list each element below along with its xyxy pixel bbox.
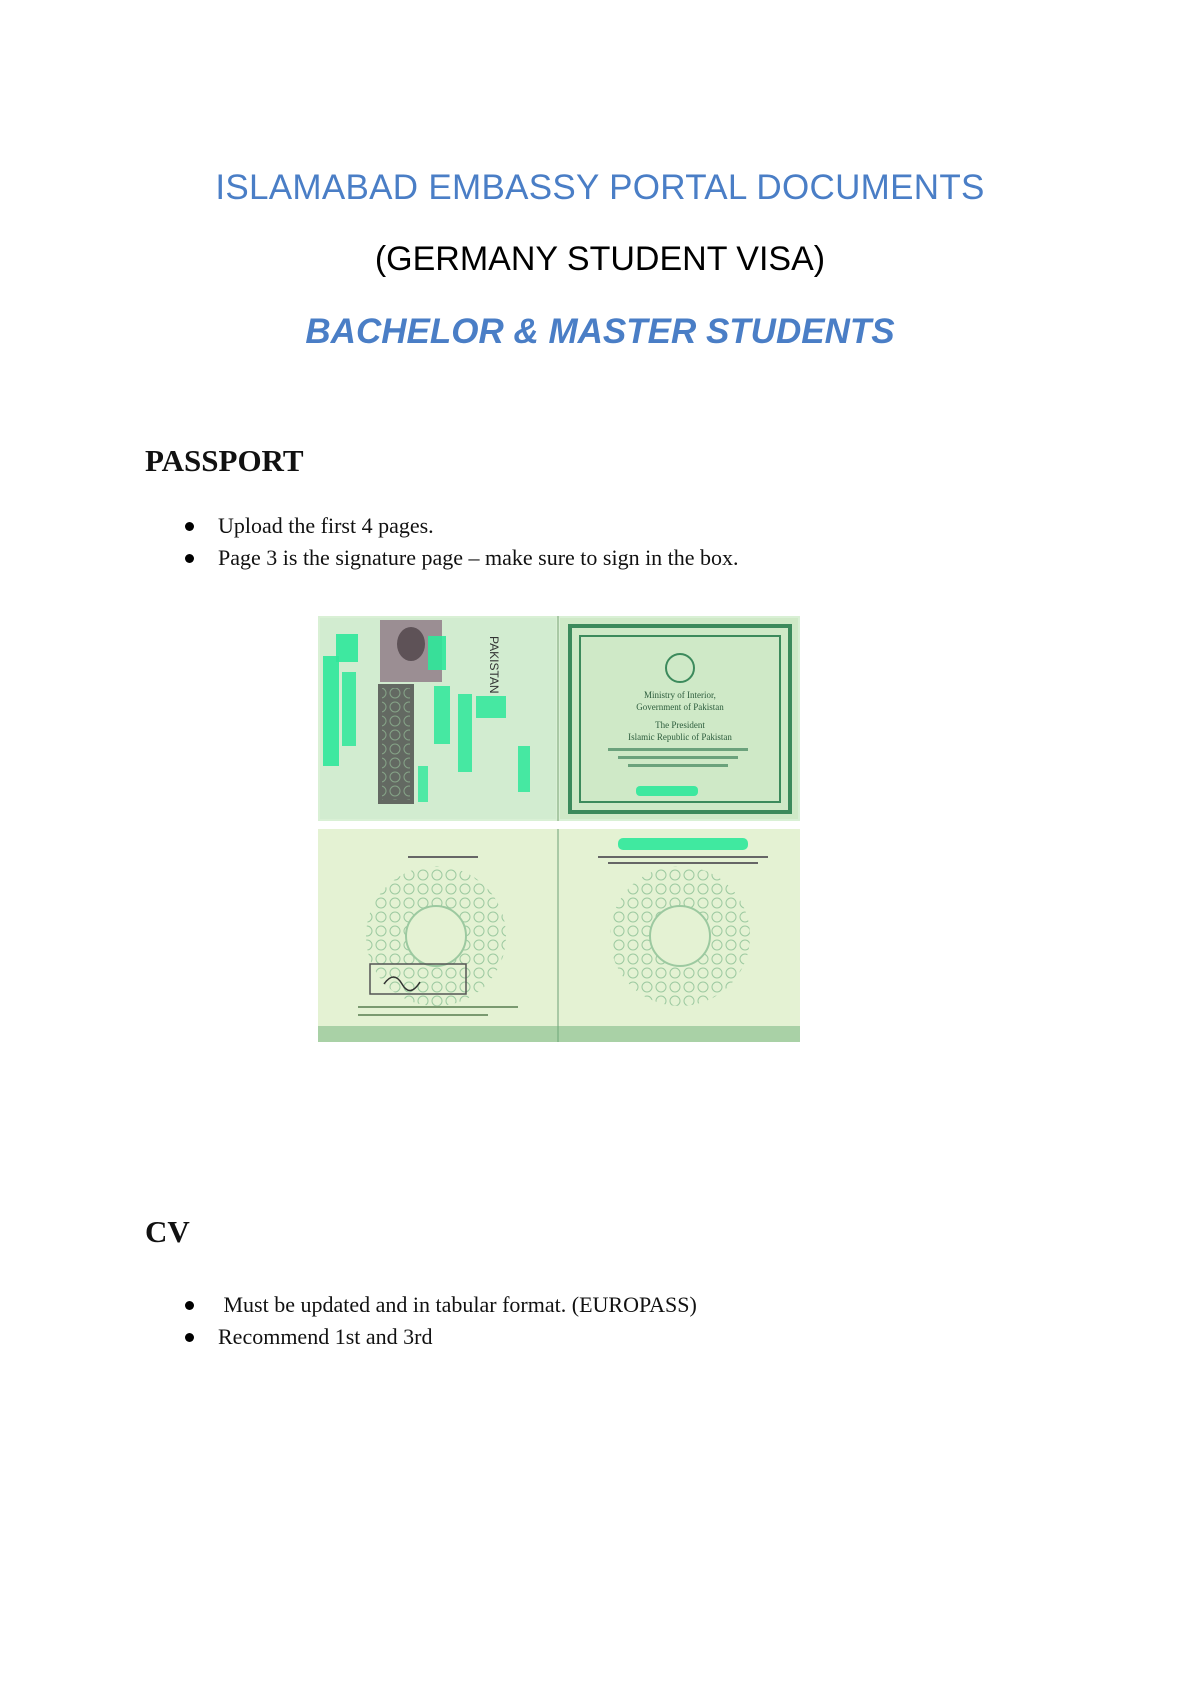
passport-signature-spread bbox=[318, 829, 800, 1042]
bullet-icon bbox=[185, 522, 194, 531]
bullet-icon bbox=[185, 554, 194, 563]
document-title: ISLAMABAD EMBASSY PORTAL DOCUMENTS bbox=[215, 168, 985, 207]
audience-heading: BACHELOR & MASTER STUDENTS bbox=[305, 312, 895, 351]
cv-heading: CV bbox=[145, 1214, 190, 1249]
passport-heading: PASSPORT bbox=[145, 443, 304, 478]
passport-data-page bbox=[320, 618, 556, 819]
list-item-text: Page 3 is the signature page – make sure to sign in the box. bbox=[218, 545, 739, 570]
bullet-icon bbox=[185, 1301, 194, 1310]
list-item bbox=[182, 1289, 697, 1321]
passport-authority-page bbox=[560, 618, 798, 819]
passport-list bbox=[182, 510, 739, 574]
authority-text-line: Ministry of Interior, bbox=[644, 690, 716, 700]
authority-text-line: Government of Pakistan bbox=[636, 702, 724, 712]
bullet-icon bbox=[185, 1333, 194, 1342]
cv-list bbox=[182, 1289, 697, 1353]
list-item-text: Upload the first 4 pages. bbox=[218, 513, 434, 538]
document-subtitle: (GERMANY STUDENT VISA) bbox=[374, 240, 826, 278]
list-item bbox=[182, 1321, 697, 1353]
list-item-text: Recommend 1st and 3rd bbox=[218, 1324, 433, 1349]
passport-pages-image bbox=[318, 616, 800, 1042]
authority-text-line: The President bbox=[655, 720, 705, 730]
authority-text-line: Islamic Republic of Pakistan bbox=[628, 732, 732, 742]
list-item-text: Must be updated and in tabular format. (EUROPASS) bbox=[218, 1292, 697, 1317]
list-item bbox=[182, 542, 739, 574]
passport-country-label: PAKISTAN bbox=[487, 636, 501, 694]
list-item bbox=[182, 510, 739, 542]
